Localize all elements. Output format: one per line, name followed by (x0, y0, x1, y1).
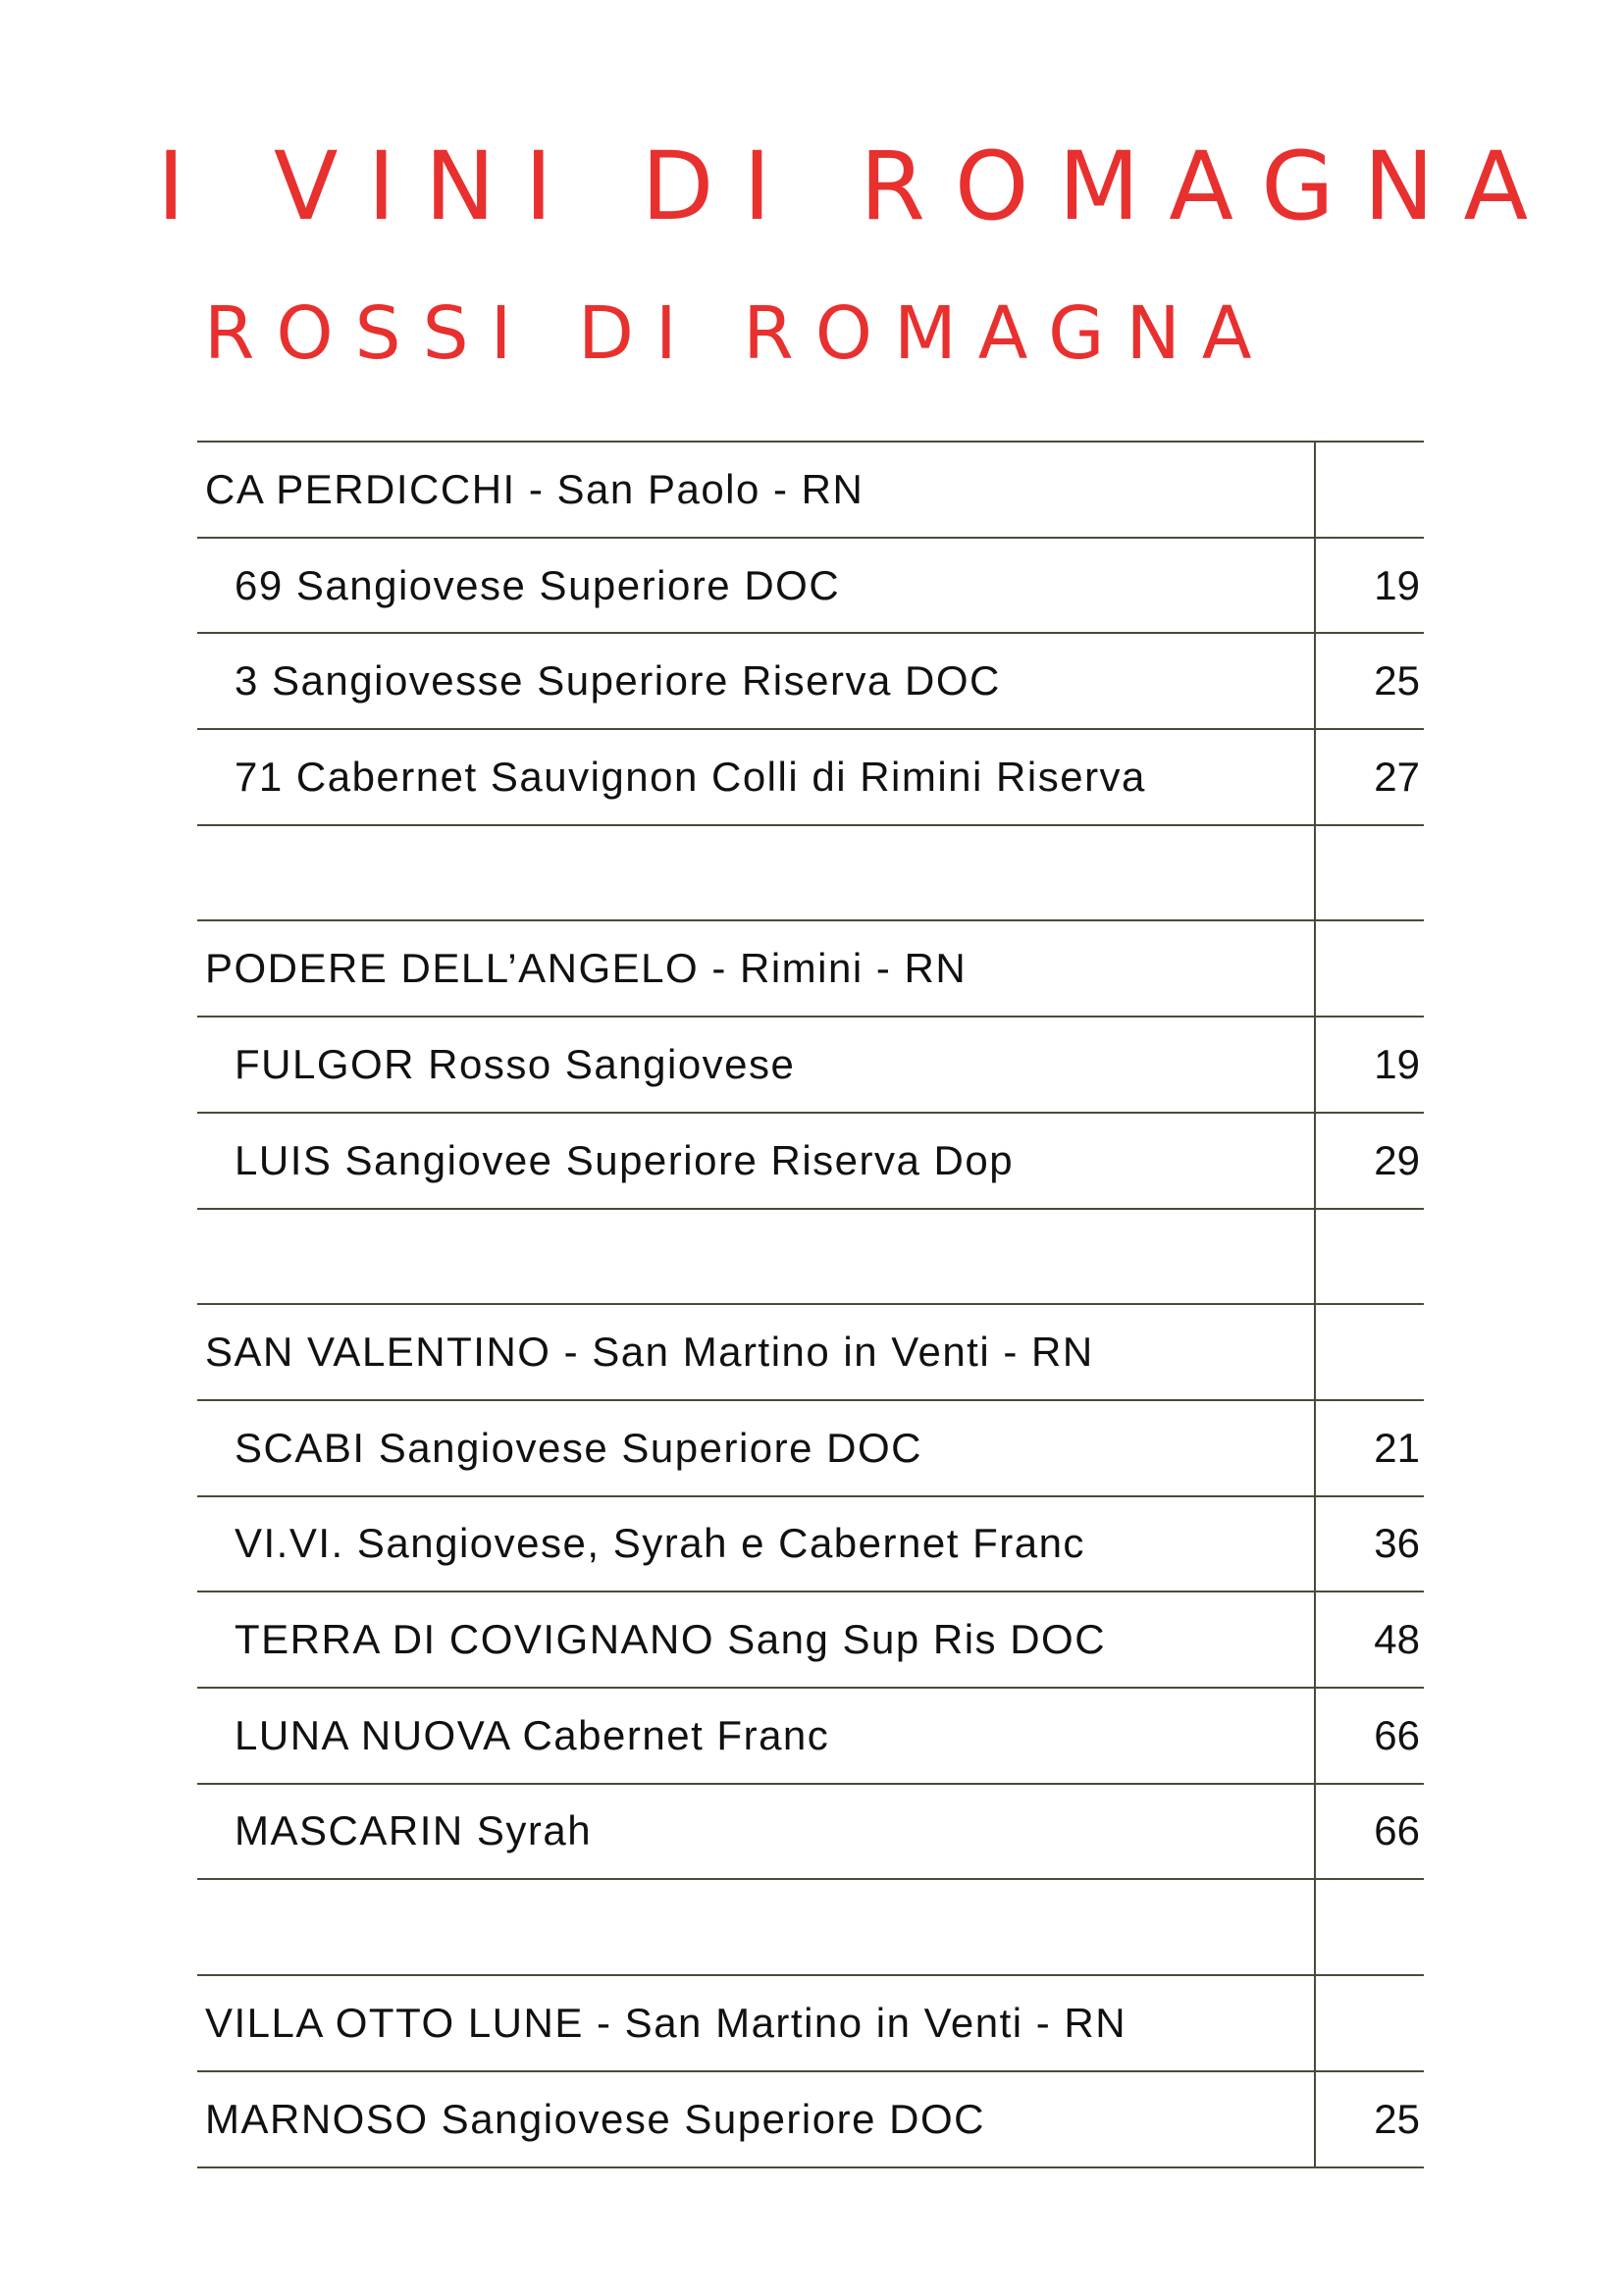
wine-name: 71 Cabernet Sauvignon Colli di Rimini Riserva (235, 753, 1146, 800)
wine-price: 25 (1374, 657, 1420, 704)
wine-row (197, 1112, 1424, 1208)
wine-row (197, 1591, 1424, 1687)
spacer-row (197, 1208, 1424, 1304)
wine-row (197, 1016, 1424, 1112)
producer-name: PODERE DELL’ANGELO - Rimini - RN (205, 945, 968, 992)
wine-price: 21 (1374, 1424, 1420, 1471)
wine-row (197, 632, 1424, 728)
wine-row (197, 1783, 1424, 1879)
wine-price: 48 (1374, 1616, 1420, 1663)
wine-name: MASCARIN Syrah (235, 1807, 593, 1854)
producer-row (197, 441, 1424, 537)
spacer-row (197, 824, 1424, 920)
wine-row (197, 1399, 1424, 1495)
wine-price: 25 (1374, 2095, 1420, 2142)
wine-list-table (197, 441, 1424, 2168)
wine-name: SCABI Sangiovese Superiore DOC (235, 1424, 922, 1471)
producer-name: MARNOSO Sangiovese Superiore DOC (205, 2095, 985, 2142)
wine-name: LUNA NUOVA Cabernet Franc (235, 1711, 830, 1758)
wine-row (197, 537, 1424, 633)
producer-row (197, 1303, 1424, 1399)
wine-price: 27 (1374, 753, 1420, 800)
wine-price: 66 (1374, 1807, 1420, 1854)
producer-row (197, 2070, 1424, 2168)
producer-row (197, 1974, 1424, 2070)
wine-row (197, 1495, 1424, 1592)
wine-name: FULGOR Rosso Sangiovese (235, 1040, 796, 1087)
wine-price: 36 (1374, 1520, 1420, 1567)
wine-row (197, 728, 1424, 824)
wine-row (197, 1687, 1424, 1783)
producer-row (197, 919, 1424, 1016)
wine-price: 19 (1374, 1040, 1420, 1087)
spacer-row (197, 1878, 1424, 1974)
wine-name: LUIS Sangiovee Superiore Riserva Dop (235, 1136, 1015, 1183)
producer-name: CA PERDICCHI - San Paolo - RN (205, 465, 864, 512)
section-title: ROSSI DI ROMAGNA (204, 291, 1274, 376)
wine-name: VI.VI. Sangiovese, Syrah e Cabernet Franc (235, 1520, 1085, 1567)
wine-name: 3 Sangiovesse Superiore Riserva DOC (235, 657, 1001, 704)
wine-price: 19 (1374, 561, 1420, 608)
producer-name: SAN VALENTINO - San Martino in Venti - RN (205, 1329, 1094, 1376)
wine-name: 69 Sangiovese Superiore DOC (235, 561, 841, 608)
wine-price: 29 (1374, 1136, 1420, 1183)
wine-price: 66 (1374, 1711, 1420, 1758)
wine-name: TERRA DI COVIGNANO Sang Sup Ris DOC (235, 1616, 1107, 1663)
page-title: I VINI DI ROMAGNA (157, 131, 1558, 241)
producer-name: VILLA OTTO LUNE - San Martino in Venti - RN (205, 1999, 1127, 2046)
